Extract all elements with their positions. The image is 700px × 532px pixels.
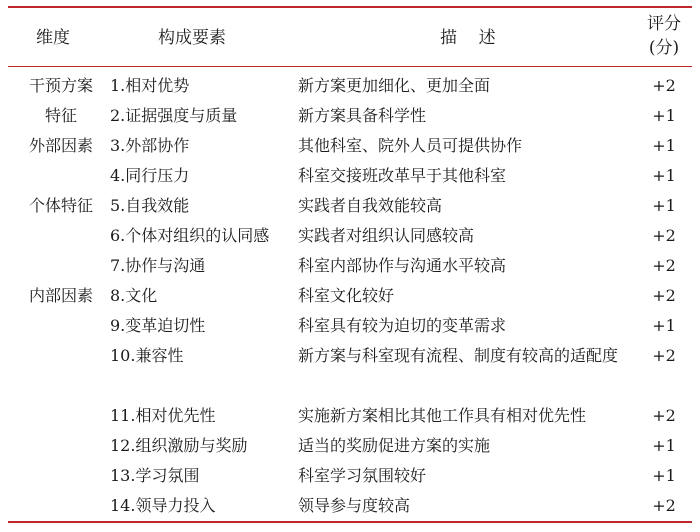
row-description: 其他科室、院外人员可提供协作: [298, 136, 523, 155]
row-element: 9.变革迫切性: [110, 316, 206, 335]
row-element: 2.证据强度与质量: [110, 106, 238, 125]
row-description: 科室文化较好: [298, 286, 395, 305]
row-description: 新方案具备科学性: [298, 106, 427, 125]
row-element: 12.组织激励与奖励: [110, 436, 248, 455]
row-score: +1: [652, 166, 676, 185]
row-description: 科室交接班改革早于其他科室: [298, 166, 507, 185]
row-element: 7.协作与沟通: [110, 256, 206, 275]
row-dimension: 外部因素: [28, 136, 93, 155]
row-score: +2: [652, 256, 676, 275]
table-row: [0, 188, 700, 218]
row-description: 实践者自我效能较高: [298, 196, 443, 215]
row-description: 新方案与科室现有流程、制度有较高的适配度: [298, 346, 619, 365]
row-element: 8.文化: [110, 286, 158, 305]
table-row: [0, 428, 700, 458]
table-header: [0, 8, 700, 66]
row-score: +2: [652, 226, 676, 245]
row-description: 领导参与度较高: [298, 496, 411, 515]
header-score-label: 评分: [647, 14, 681, 34]
row-element: 10.兼容性: [110, 346, 184, 365]
row-score: +2: [652, 496, 676, 515]
row-score: +1: [652, 196, 676, 215]
row-score: +1: [652, 136, 676, 155]
table-row: [0, 98, 700, 128]
row-element: 1.相对优势: [110, 76, 190, 95]
row-score: +1: [652, 436, 676, 455]
table-row: [0, 338, 700, 398]
table-row: [0, 218, 700, 248]
row-element: 11.相对优先性: [110, 406, 216, 425]
row-description: 科室具有较为迫切的变革需求: [298, 316, 507, 335]
table-bottom-rule: [8, 521, 692, 523]
row-description: 科室内部协作与沟通水平较高: [298, 256, 507, 275]
row-dimension: 特征: [44, 106, 77, 125]
row-score: +2: [652, 286, 676, 305]
row-dimension: 内部因素: [28, 286, 93, 305]
table-row: [0, 488, 700, 518]
row-element: 13.学习氛围: [110, 466, 200, 485]
row-score: +1: [652, 466, 676, 485]
header-score: [638, 12, 690, 60]
row-score: +1: [652, 316, 676, 335]
table-row: [0, 458, 700, 488]
table-header-rule: [8, 66, 692, 67]
row-element: 4.同行压力: [110, 166, 190, 185]
header-dimension: 维度: [36, 28, 70, 48]
table-row: [0, 68, 700, 98]
row-description: 新方案更加细化、更加全面: [298, 76, 491, 95]
header-description: 描 述: [440, 28, 496, 48]
table-row: [0, 248, 700, 278]
table-row: [0, 308, 700, 338]
table-row: [0, 278, 700, 308]
row-score: +1: [652, 106, 676, 125]
header-element: 构成要素: [158, 28, 226, 48]
row-element: 5.自我效能: [110, 196, 190, 215]
header-score-unit: (分): [648, 38, 680, 58]
row-element: 6.个体对组织的认同感: [110, 226, 270, 245]
table-row: [0, 128, 700, 158]
row-score: +2: [652, 346, 676, 365]
row-element: 3.外部协作: [110, 136, 190, 155]
row-score: +2: [652, 406, 676, 425]
row-description: 适当的奖励促进方案的实施: [298, 436, 491, 455]
row-description: 实施新方案相比其他工作具有相对优先性: [298, 406, 587, 425]
row-description: 实践者对组织认同感较高: [298, 226, 475, 245]
row-score: +2: [652, 76, 676, 95]
table-body: [0, 68, 700, 518]
row-element: 14.领导力投入: [110, 496, 216, 515]
row-dimension: 干预方案: [28, 76, 93, 95]
table-row: [0, 398, 700, 428]
row-dimension: 个体特征: [28, 196, 93, 215]
row-description: 科室学习氛围较好: [298, 466, 427, 485]
table-row: [0, 158, 700, 188]
